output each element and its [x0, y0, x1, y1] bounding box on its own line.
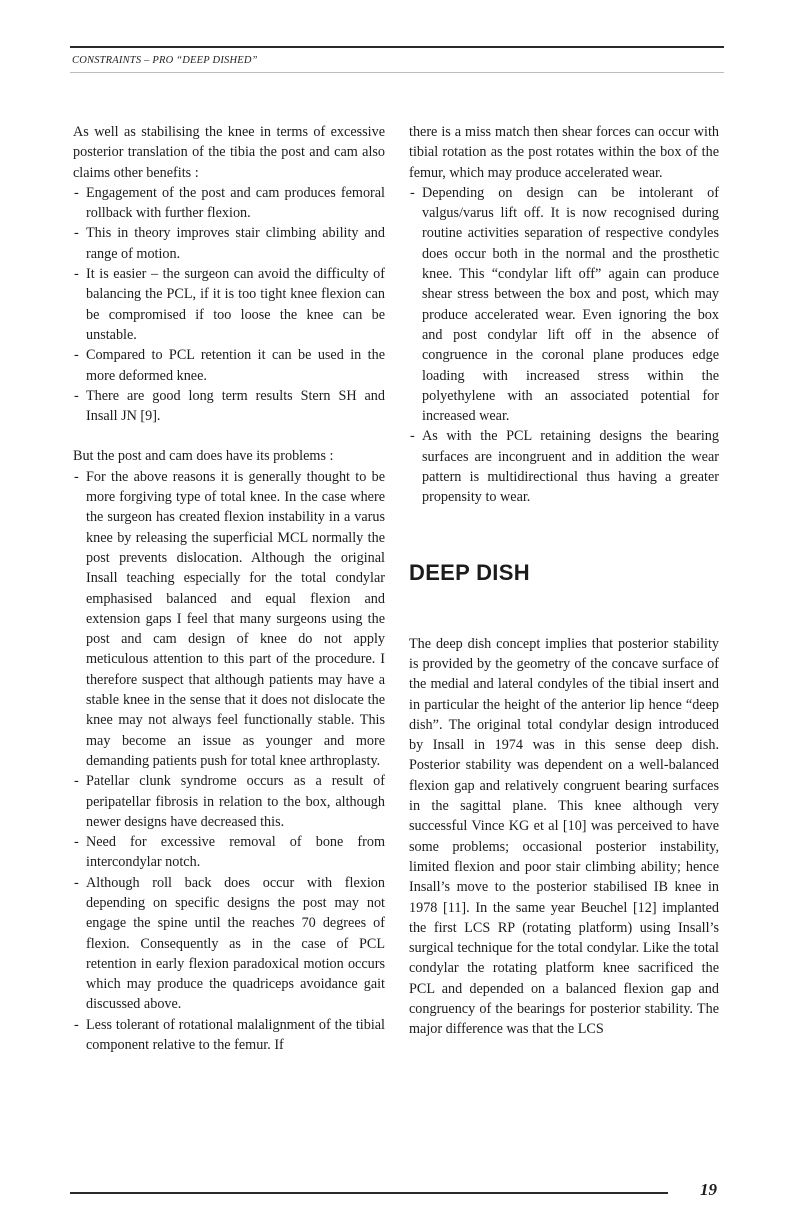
header-rule: [70, 72, 724, 73]
top-rule: [70, 46, 724, 48]
problems-intro-paragraph: But the post and cam does have its problems :: [73, 448, 334, 465]
right-column: [409, 122, 719, 1040]
list-item: - Although roll back does occur with flexion depending on specific designs the post may not engage the spine until the reaches 70 degrees of flexion. Consequently as in the case of PCL retention in early flexion paradoxical motion occurs which may produce the quadriceps avoidance gait discussed above.: [73, 873, 385, 1015]
bottom-rule: [70, 1192, 668, 1194]
spacer: [73, 426, 385, 446]
left-column: [73, 122, 385, 1055]
section-heading: DEEP DISH: [409, 559, 530, 585]
list-item: - Less tolerant of rotational malalignment of the tibial component relative to the femur. If: [73, 1015, 385, 1056]
list-item: - It is easier – the surgeon can avoid the difficulty of balancing the PCL, if it is too tight knee flexion can be compromised if too loose the knee can be unstable.: [73, 264, 385, 345]
list-item: - This in theory improves stair climbing ability and range of motion.: [73, 223, 385, 264]
benefits-list: [73, 183, 385, 427]
list-item: - Compared to PCL retention it can be used in the more deformed knee.: [73, 345, 385, 386]
list-item: - Engagement of the post and cam produces femoral rollback with further flexion.: [73, 183, 385, 224]
list-item: - Need for excessive removal of bone from intercondylar notch.: [73, 832, 385, 873]
page-number: 19: [700, 1180, 717, 1199]
intro-paragraph: As well as stabilising the knee in terms of excessive posterior translation of the tibia the post and cam also claims other benefits :: [73, 124, 385, 181]
list-item: - As with the PCL retaining designs the bearing surfaces are incongruent and in addition the wear pattern is multidirectional thus having a greater propensity to wear.: [409, 426, 719, 507]
list-item: - Patellar clunk syndrome occurs as a result of peripatellar fibrosis in relation to the box, although newer designs have decreased this.: [73, 771, 385, 832]
running-head: CONSTRAINTS – PRO “DEEP DISHED”: [72, 55, 258, 66]
more-problems-list: [409, 183, 719, 508]
continuation-paragraph: there is a miss match then shear forces can occur with tibial rotation as the post rotates within the box of the femur, which may produce accelerated wear.: [409, 124, 719, 181]
problems-list: [73, 467, 385, 1056]
list-item: - There are good long term results Stern SH and Insall JN [9].: [73, 386, 385, 427]
section-body-paragraph: The deep dish concept implies that posterior stability is provided by the geometry of the concave surface of the medial and lateral condyles of the tibial insert and in particular the height of the anterior lip hence “deep dish”. The original total condylar design introduced by Insall in 1974 was in this sense deep dish. Posterior stability was dependent on a well-balanced flexion gap and relatively congruent bearing surfaces in the sagittal plane. This knee although very successful Vince KG et al [10] was perceived to have some problems; occasional posterior instability, limited flexion and poor stair climbing ability; hence Insall’s move to the posterior stabilised IB knee in 1978 [11]. In the same year Beuchel [12] implanted the first LCS RP (rotating platform) using Insall’s surgical technique for the total condylar. Like the total condylar the rotating platform knee sacrificed the PCL and depended on a balanced flexion gap and congruency of the bearings for posterior stability. The major difference was that the LCS: [409, 635, 719, 1038]
list-item: - Depending on design can be intolerant of valgus/varus lift off. It is now recognised during routine activities separation of respective condyles does occur both in the normal and the prosthetic knee. This “condylar lift off” again can produce shear stress between the box and post, which may produce accelerated wear. Even ignoring the box and post condylar lift off in the absence of congruence in the coronal plane produces edge loading with increased stress within the polyethylene with an associated potential for increased wear.: [409, 183, 719, 427]
list-item: - For the above reasons it is generally thought to be more forgiving type of total knee. In the case where the surgeon has created flexion instability in a varus knee by releasing the superficial MCL normally the post prevents dislocation. Although the original Insall teaching especially for the total condylar emphasised balanced and equal flexion and extension gaps I feel that many surgeons using the post and cam design of knee do not apply meticulous attention to this part of the procedure. I therefore suspect that although patients may have a stable knee in the sense that it does not dislocate the knee may not always feel functionally stable. This may become an issue as younger and more demanding patients push for total knee arthroplasty.: [73, 467, 385, 771]
